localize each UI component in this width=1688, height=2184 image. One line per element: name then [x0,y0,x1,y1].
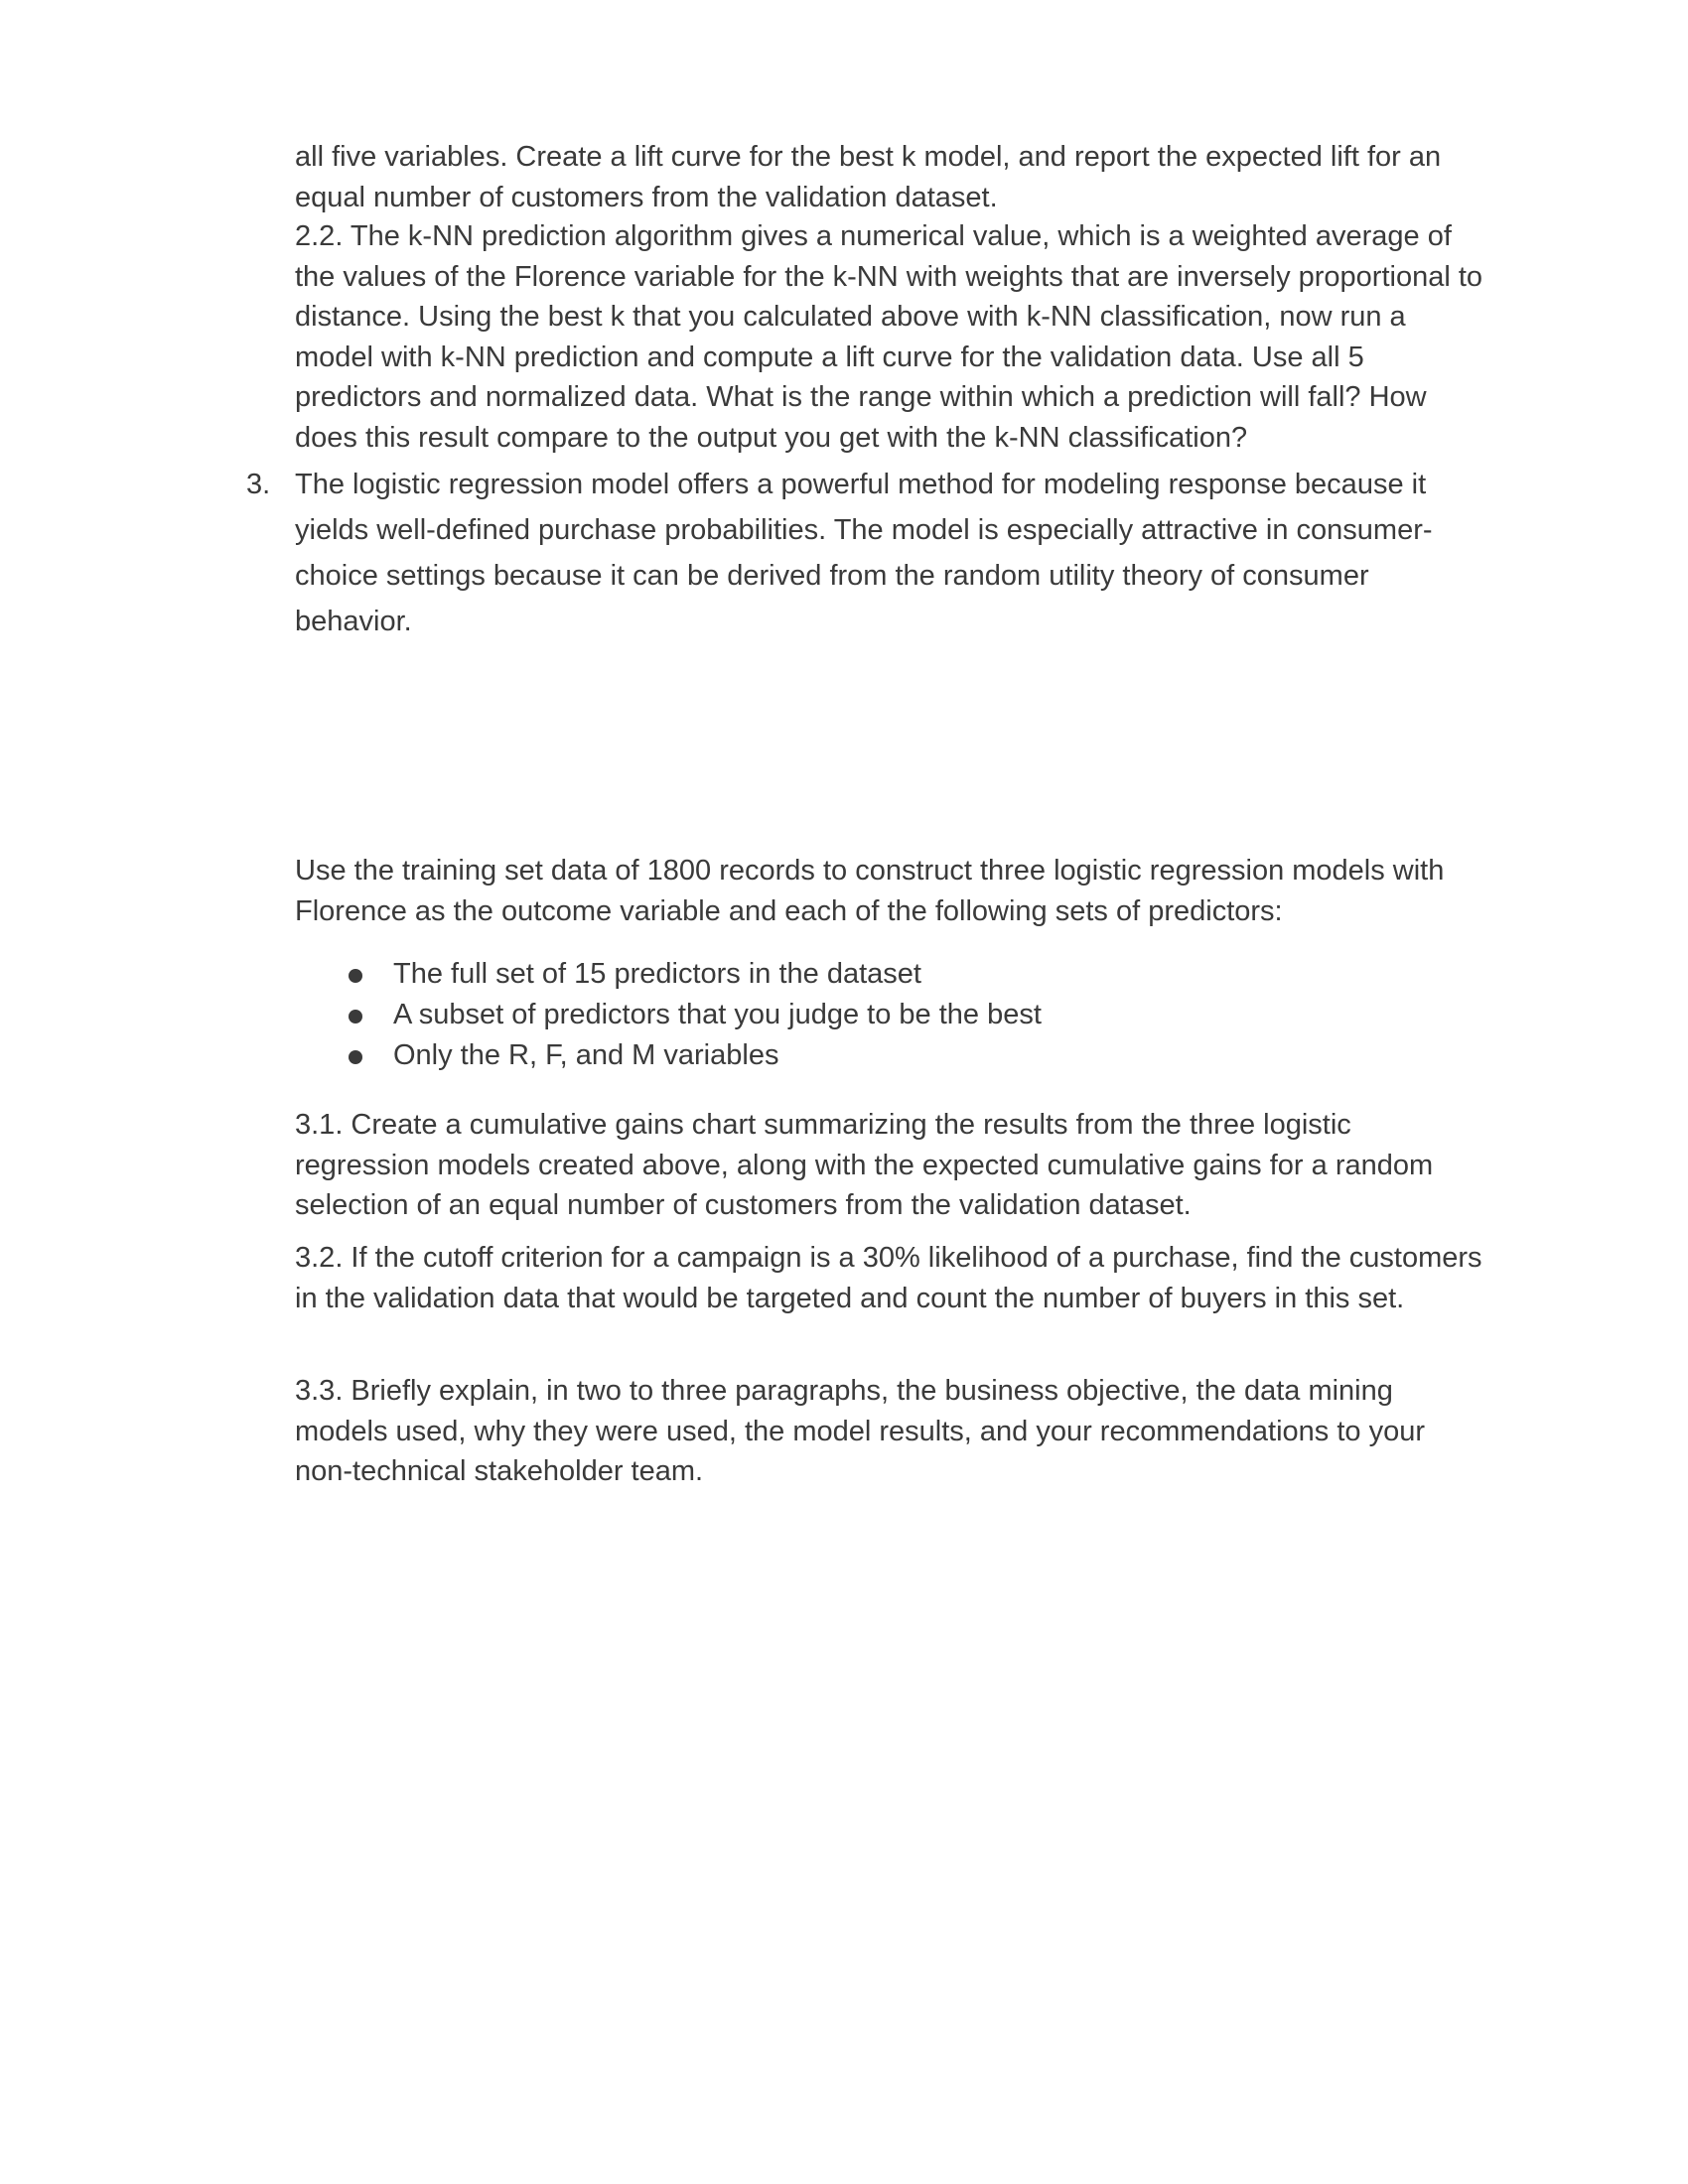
question-3-1-paragraph: 3.1. Create a cumulative gains chart summarizing the results from the three logistic regression models created above, along with the expected cumulative gains for a random selection of an equal number of customers from the validation dataset. [295,1109,1434,1221]
list-item: The full set of 15 predictors in the dataset [338,954,1430,995]
question-3-2-paragraph: 3.2. If the cutoff criterion for a campaign is a 30% likelihood of a purchase, find the customers in the validation data that would be targeted and count the number of buyers in this set. [295,1242,1482,1314]
list-item: A subset of predictors that you judge to be the best [338,995,1430,1035]
question-3-3-paragraph: 3.3. Briefly explain, in two to three paragraphs, the business objective, the data mining models used, why they were used, the model results, and your recommendations to your non-technical stakeholder team. [295,1375,1426,1487]
predictor-sets-list [338,954,1430,1076]
item-3-intro-paragraph: The logistic regression model offers a powerful method for modeling response because it yields well-defined purchase probabilities. The model is especially attractive in consumer-choice settings because it can be derived from the random utility theory of consumer behavior. [295,469,1433,637]
question-2-2-paragraph: 2.2. The k-NN prediction algorithm gives a numerical value, which is a weighted average of the values of the Florence variable for the k-NN with weights that are inversely proportional to distance. Using the best k that you calculated above with k-NN classification, now run a model with k-NN prediction and compute a lift curve for the validation data. Use all 5 predictors and normalized data. What is the range within which a prediction will fall? How does this result compare to the output you get with the k-NN classification? [295,220,1483,454]
continuation-paragraph: all five variables. Create a lift curve for the best k model, and report the expected lift for an equal number of customers from the validation dataset. [295,141,1442,213]
item-3-number: 3. [246,469,271,500]
item-3-instruction-paragraph: Use the training set data of 1800 records to construct three logistic regression models with Florence as the outcome variable and each of the following sets of predictors: [295,855,1445,927]
list-item: Only the R, F, and M variables [338,1035,1430,1076]
